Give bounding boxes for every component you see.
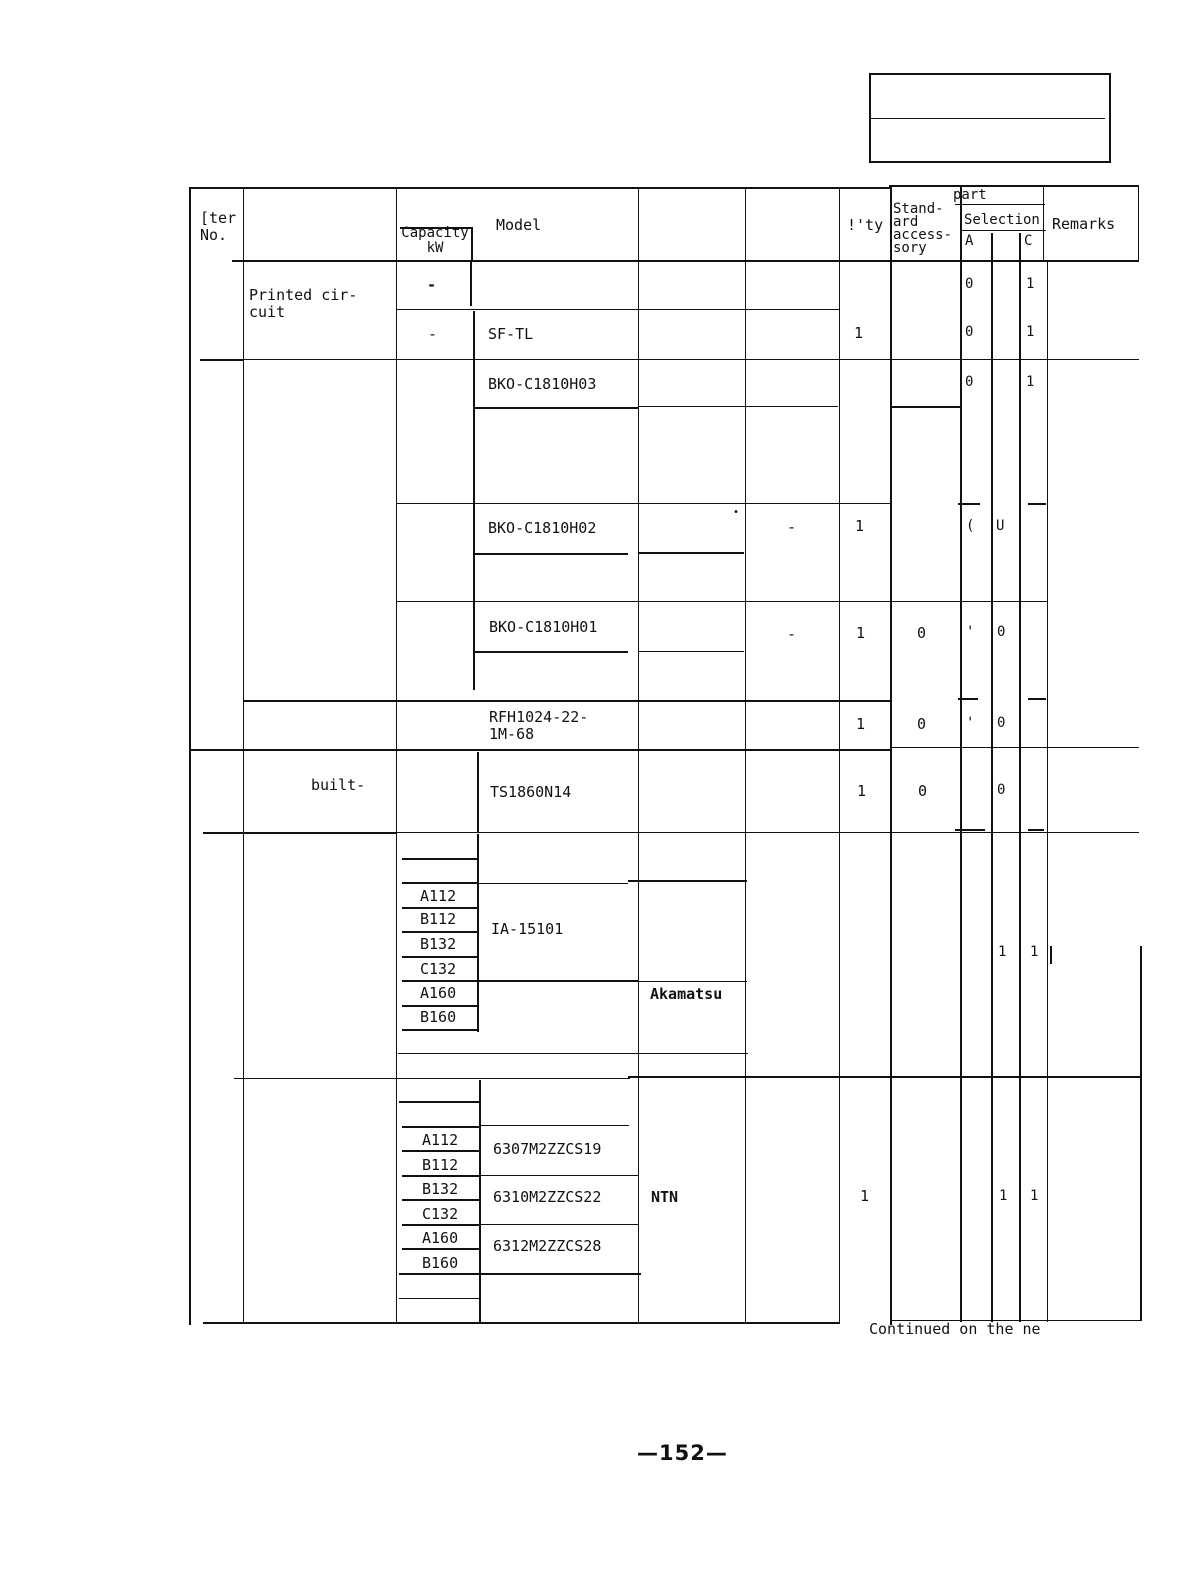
row8-cap-4: C132	[420, 960, 457, 978]
row9-sel-c: 1	[1030, 1188, 1039, 1204]
row7-standard: 0	[918, 782, 928, 800]
row7-qty: 1	[857, 782, 867, 800]
row5-dash: -	[787, 625, 797, 643]
row8-sel-b: 1	[998, 944, 1007, 960]
row3-model: BKO-C1810H03	[488, 375, 597, 393]
row8-cap-6: B160	[420, 1008, 457, 1026]
row4-sel-b: U	[996, 518, 1005, 534]
row5-model: BKO-C1810H01	[489, 618, 598, 636]
row8-sel-c: 1	[1030, 944, 1039, 960]
title-box-divider	[871, 118, 1105, 119]
row3-sel-a: 0	[965, 374, 974, 390]
header-bottom-rule	[232, 260, 1139, 262]
row4-dash: -	[787, 518, 797, 536]
row8-cap-5: A160	[420, 984, 457, 1002]
row9-cap-4: C132	[422, 1205, 459, 1223]
row2-sel-c: 1	[1026, 324, 1035, 340]
row7-part-name: built-	[311, 776, 366, 794]
row5-qty: 1	[856, 624, 866, 642]
row6-standard: 0	[917, 715, 927, 733]
row5-standard: 0	[917, 624, 927, 642]
header-capacity: Capacity kW	[401, 225, 469, 256]
row3-sel-c: 1	[1026, 374, 1035, 390]
header-model: Model	[496, 216, 542, 234]
row6-qty: 1	[856, 715, 866, 733]
row9-maker: NTN	[651, 1188, 679, 1206]
row6-sel-b: 0	[997, 715, 1006, 731]
row4-dot: •	[733, 507, 740, 518]
row5-sel-a: '	[966, 624, 975, 640]
row9-cap-1: A112	[422, 1131, 459, 1149]
header-item-no: [ter No.	[200, 209, 237, 244]
row2-sel-a: 0	[965, 324, 974, 340]
row8-model: IA-15101	[491, 920, 564, 938]
row4-qty: 1	[855, 517, 865, 535]
row1-sel-c: 1	[1026, 276, 1035, 292]
header-selection: Selection	[964, 212, 1040, 228]
header-part: part	[953, 187, 987, 203]
continued-note: Continued on the ne	[869, 1320, 1041, 1338]
row9-model-2: 6310M2ZZCS22	[493, 1188, 602, 1206]
row9-cap-5: A160	[422, 1229, 459, 1247]
row9-qty: 1	[860, 1187, 870, 1205]
table-top-rule-right	[889, 185, 1139, 187]
row6-sel-a: '	[966, 715, 975, 731]
row1-part-name: Printed cir- cuit	[249, 286, 358, 321]
row5-sel-b: 0	[997, 624, 1006, 640]
row4-model: BKO-C1810H02	[488, 519, 597, 537]
row7-sel-b: 0	[997, 782, 1006, 798]
row6-model: RFH1024-22- 1M-68	[489, 708, 589, 743]
header-standard: Stand- ard access- sory	[893, 201, 953, 256]
header-qty: !'ty	[847, 216, 884, 234]
row9-sel-b: 1	[999, 1188, 1008, 1204]
row9-cap-3: B132	[422, 1180, 459, 1198]
row9-cap-6: B160	[422, 1254, 459, 1272]
row8-cap-2: B112	[420, 910, 457, 928]
row9-model-3: 6312M2ZZCS28	[493, 1237, 602, 1255]
row9-model-1: 6307M2ZZCS19	[493, 1140, 602, 1158]
row8-cap-3: B132	[420, 935, 457, 953]
row2-model: SF-TL	[488, 325, 534, 343]
row7-model: TS1860N14	[490, 783, 572, 801]
table-top-rule	[189, 187, 891, 189]
row2-qty: 1	[854, 324, 864, 342]
header-remarks: Remarks	[1052, 215, 1116, 233]
page-number: —152—	[637, 1441, 728, 1465]
row8-maker: Akamatsu	[650, 985, 723, 1003]
row1-capacity: -	[427, 276, 437, 294]
row8-cap-1: A112	[420, 887, 457, 905]
row2-capacity: -	[428, 325, 438, 343]
row1-sel-a: 0	[965, 276, 974, 292]
row4-sel-a: (	[966, 518, 975, 534]
header-sel-a: A	[965, 233, 974, 249]
row9-cap-2: B112	[422, 1156, 459, 1174]
header-sel-c: C	[1024, 233, 1033, 249]
